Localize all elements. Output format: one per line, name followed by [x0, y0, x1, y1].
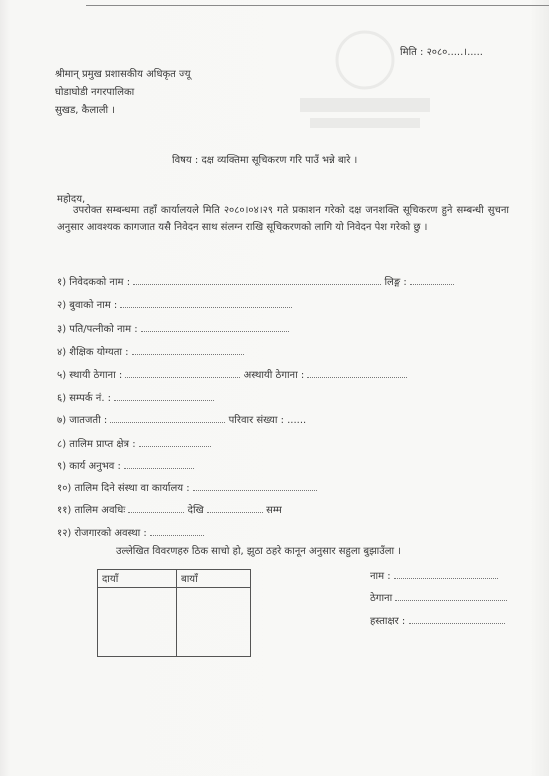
body-paragraph [57, 202, 509, 236]
field-caste [57, 412, 306, 427]
field-label: ३) पति/पत्नीको नाम : [57, 324, 138, 335]
field-label: ७) जातजती : [57, 415, 108, 426]
field-training-provider [57, 480, 317, 495]
blank-line [132, 344, 244, 355]
addressee-line-3: सुखड, कैलाली । [55, 105, 116, 116]
field-label: नाम : [370, 571, 391, 582]
blank-line [307, 367, 407, 378]
field-training-area [57, 436, 211, 451]
field-contact [57, 390, 214, 405]
field-label: अस्थायी ठेगाना : [243, 370, 305, 381]
field-label: ठेगाना [370, 593, 393, 604]
blank-line [150, 525, 204, 536]
blank-line [114, 390, 214, 401]
field-label: सम्म [266, 505, 282, 516]
field-label: ११) तालिम अवधिः [57, 505, 126, 516]
field-label: परिवार संख्या : ...... [228, 415, 307, 426]
field-label: ६) सम्पर्क नं. : [57, 393, 112, 404]
blank-line [409, 613, 505, 624]
addressee-line-1: श्रीमान् प्रमुख प्रशासकीय अधिकृत ज्यू [55, 69, 191, 80]
field-experience [57, 458, 194, 473]
blank-line [128, 502, 184, 513]
blank-line [120, 297, 292, 308]
blank-line [207, 502, 263, 513]
blank-line [133, 274, 381, 285]
subject-line: विषय : दक्ष व्यक्तिमा सूचिकरण गरि पाउँ भन्ने बारे । [172, 155, 358, 166]
field-label: ८) तालिम प्राप्त क्षेत्र : [57, 439, 136, 450]
signature-sign [370, 613, 505, 628]
blank-line [125, 367, 240, 378]
field-education [57, 344, 244, 359]
field-label: हस्ताक्षर : [370, 616, 406, 627]
field-label: २) बुवाको नाम : [57, 300, 118, 311]
right-thumb-header: दायाँ [98, 570, 177, 588]
field-label: लिङ्ग : [384, 277, 407, 288]
field-training-duration [57, 502, 282, 517]
blank-line [110, 412, 225, 423]
date-line: मिति : २०८०.....।..... [400, 47, 483, 58]
field-label: ५) स्थायी ठेगाना : [57, 370, 123, 381]
signature-name [370, 568, 498, 583]
field-label: ४) शैक्षिक योग्यता : [57, 347, 129, 358]
field-applicant-name [57, 274, 454, 289]
blank-line [395, 590, 507, 601]
blank-line [124, 458, 194, 469]
left-thumb-header: बायाँ [177, 570, 251, 588]
field-label: ९) कार्य अनुभव : [57, 461, 121, 472]
thumbprint-table [97, 569, 251, 657]
field-employment-status [57, 525, 204, 540]
blank-line [193, 480, 317, 491]
field-label: देखि [187, 505, 204, 516]
top-rule [86, 5, 549, 6]
salutation: महोदय, [57, 194, 86, 205]
field-label: १२) रोजगारको अवस्था : [57, 528, 147, 539]
blank-line [394, 568, 498, 579]
left-thumb-box [177, 588, 251, 657]
addressee-line-2: घोडाघोडी नगरपालिका [55, 87, 135, 98]
blank-line [141, 321, 289, 332]
body-text: उपरोक्त सम्बन्धमा तहाँ कार्यालयले मिति २०८०।०४।२९ गते प्रकाशन गरेको दक्ष जनशक्ति सूचिकरण हुने सम्बन्धी सुचना अनुसार आवश्यक कागजात यसै निवेदन साथ संलग्न राखि सूचिकरणको लागि यो निवेदन पेश गरेको छु । [57, 205, 509, 233]
blank-line [139, 436, 211, 447]
right-thumb-box [98, 588, 177, 657]
field-spouse-name [57, 321, 289, 336]
blank-line [410, 274, 454, 285]
field-label: १) निवेदकको नाम : [57, 277, 131, 288]
field-address [57, 367, 407, 382]
field-father-name [57, 297, 292, 312]
declaration-text: उल्लेखित विवरणहरु ठिक साचो हो, झुठा ठहरे कानून अनुसार सहुला बुझाउँला । [116, 546, 402, 557]
signature-address [370, 590, 507, 605]
emblem-watermark-icon [290, 20, 440, 140]
field-label: १०) तालिम दिने संस्था वा कार्यालय : [57, 483, 190, 494]
